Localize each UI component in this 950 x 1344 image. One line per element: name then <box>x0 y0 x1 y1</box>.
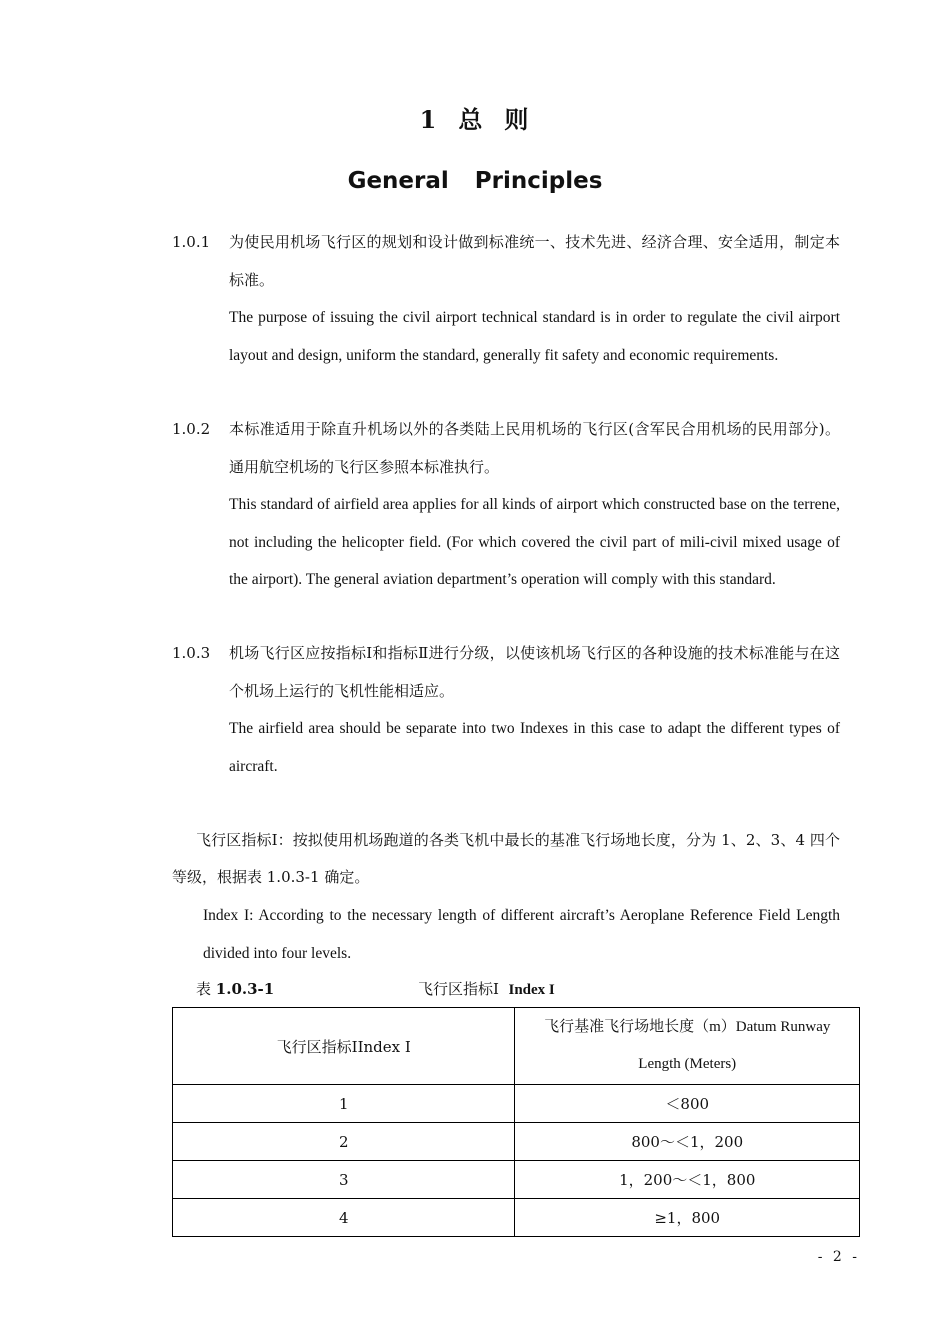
table-caption-title-cn: 飞行区指标Ⅰ <box>418 980 499 998</box>
table-caption-title <box>418 975 555 1004</box>
table-caption <box>196 975 896 1003</box>
table-header-row <box>173 1008 860 1085</box>
chapter-title-en: General Principles <box>347 168 603 194</box>
table-cell-index: 4 <box>173 1199 515 1237</box>
table-header-length-line2: Length (Meters) <box>638 1056 737 1072</box>
clause-text-en: The purpose of issuing the civil airport technical standard is in order to regulate the civil airport layout and design, uniform the standard, generally fit safety and economic requirements. <box>229 309 840 364</box>
clause-number: 1.0.2 <box>172 420 211 438</box>
index1-paragraph-en: Index I: According to the necessary length of different aircraft’s Aeroplane Reference Field Length divided into four levels. <box>203 907 840 962</box>
clause-number: 1.0.1 <box>172 233 211 251</box>
table-header-length-line1: 飞行基准飞行场地长度（m）Datum Runway <box>544 1019 831 1035</box>
table-cell-index: 3 <box>173 1161 515 1199</box>
clause-text-en: This standard of airfield area applies for all kinds of airport which constructed base on the terrene, not including the helicopter field. (For which covered the civil part of mili-civil mixed usage of the airport). The general aviation department’s operation will comply with this standard. <box>229 496 840 588</box>
table-row <box>173 1199 860 1237</box>
page-number: - 2 - <box>817 1249 860 1265</box>
table-caption-label: 表 <box>196 980 212 998</box>
chapter-title-cn-1: 总 <box>458 105 485 134</box>
chapter-title-cn <box>0 100 950 135</box>
table-cell-index: 1 <box>173 1085 515 1123</box>
index1-table <box>172 1007 860 1237</box>
table-cell-length: 1，200～＜1，800 <box>515 1161 860 1199</box>
table-caption-title-en: Index I <box>508 982 555 998</box>
clause-text-cn: 机场飞行区应按指标Ⅰ和指标Ⅱ进行分级，以使该机场飞行区的各种设施的技术标准能与在这个机场上运行的飞机性能相适应。 <box>229 644 840 700</box>
clause-text-cn: 为使民用机场飞行区的规划和设计做到标准统一、技术先进、经济合理、安全适用，制定本标准。 <box>229 233 840 289</box>
table-cell-length: ≥1，800 <box>515 1199 860 1237</box>
chapter-title-cn-2: 则 <box>504 105 531 134</box>
chapter-number: 1 <box>419 105 439 134</box>
clause-number: 1.0.3 <box>172 644 211 662</box>
clause-text-cn: 本标准适用于除直升机场以外的各类陆上民用机场的飞行区(含军民合用机场的民用部分)。通用航空机场的飞行区参照本标准执行。 <box>229 420 840 476</box>
table-row <box>173 1161 860 1199</box>
table-row <box>173 1085 860 1123</box>
table-header-length <box>515 1008 860 1085</box>
table-cell-length: 800～＜1，200 <box>515 1123 860 1161</box>
table-cell-index: 2 <box>173 1123 515 1161</box>
index1-paragraph-cn: 飞行区指标Ⅰ：按拟使用机场跑道的各类飞机中最长的基准飞行场地长度，分为 1、2、3、4 四个等级，根据表 1.0.3-1 确定。 <box>172 831 840 886</box>
table-caption-number: 1.0.3-1 <box>215 980 275 998</box>
table-header-index: 飞行区指标ⅠIndex I <box>173 1008 515 1085</box>
table-cell-length: ＜800 <box>515 1085 860 1123</box>
clause-text-en: The airfield area should be separate into two Indexes in this case to adapt the different types of aircraft. <box>229 720 840 775</box>
table-row <box>173 1123 860 1161</box>
